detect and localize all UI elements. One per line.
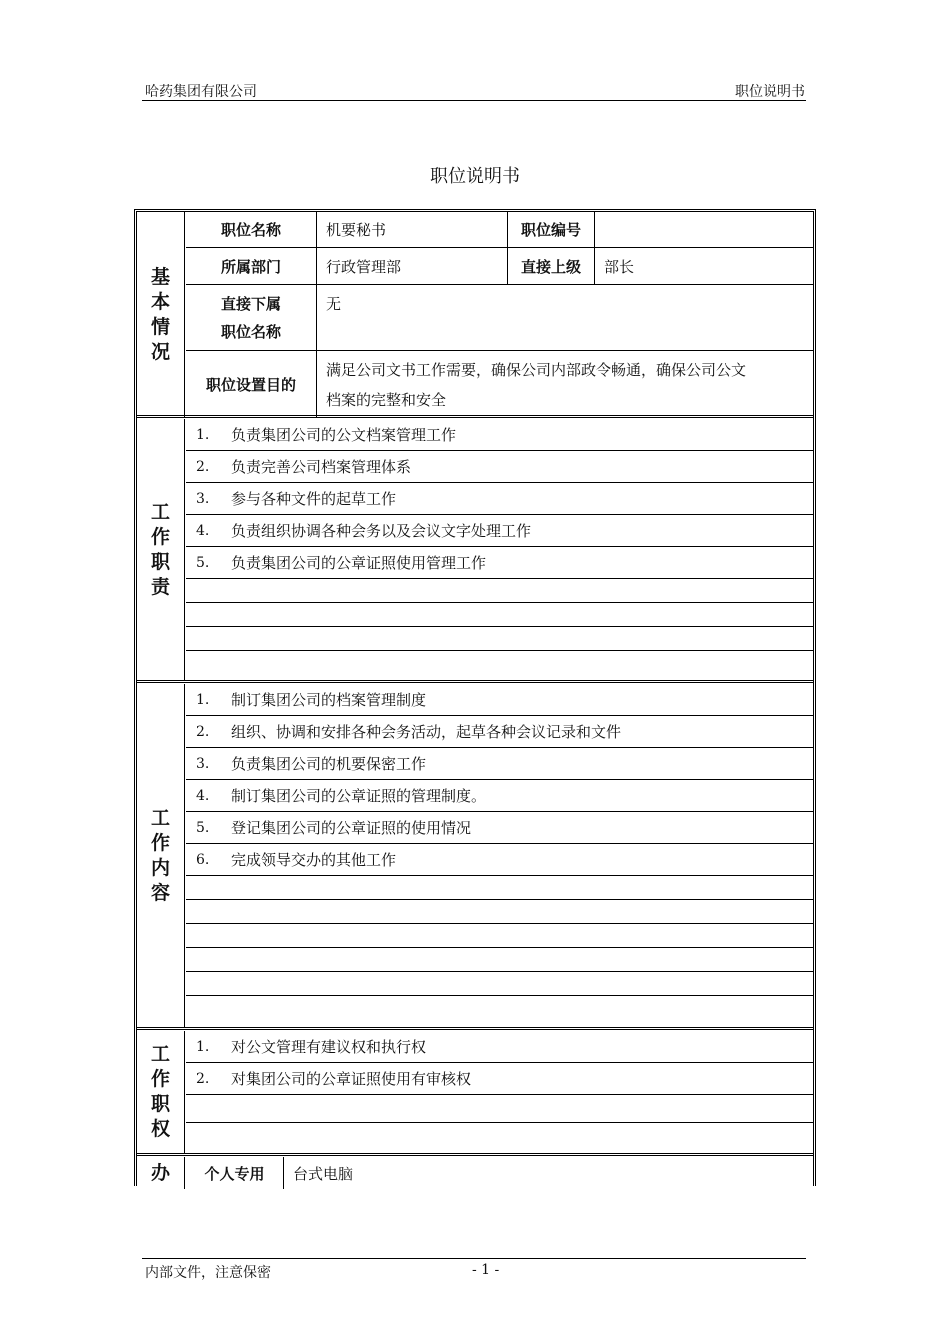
- content-item-empty: [186, 924, 813, 948]
- duty-item-empty: [186, 651, 813, 681]
- duty-number: 2.: [196, 458, 210, 475]
- duty-number: 5.: [196, 554, 210, 571]
- content-number: 3.: [196, 755, 210, 772]
- section-label-basic: 基本情况: [137, 212, 185, 418]
- content-number: 1.: [196, 691, 210, 708]
- duty-item: [186, 547, 813, 579]
- personal-use-label: 个人专用: [204, 1164, 265, 1183]
- content-item: [186, 780, 813, 812]
- content-item: [186, 844, 813, 876]
- position-code-label: 职位编号: [520, 221, 581, 239]
- content-text: 制订集团公司的公章证照的管理制度。: [231, 787, 487, 805]
- content-item-empty: [186, 948, 813, 972]
- duty-item: [186, 515, 813, 547]
- duty-text: 负责集团公司的公文档案管理工作: [231, 426, 457, 444]
- subordinate-label-line1: 直接下属: [220, 294, 281, 313]
- duty-item-empty: [186, 579, 813, 603]
- section-label-authority: 工作职权: [137, 1031, 185, 1153]
- content-item: [186, 684, 813, 716]
- personal-use-value: 台式电脑: [293, 1164, 354, 1183]
- section-border: [137, 680, 813, 683]
- subordinate-label: [186, 285, 316, 350]
- section-label-content: 工作内容: [137, 684, 185, 1027]
- duty-number: 1.: [196, 426, 210, 443]
- duty-text: 负责完善公司档案管理体系: [231, 458, 412, 476]
- column-divider: [316, 212, 317, 418]
- footer-rule: [142, 1258, 806, 1259]
- column-divider: [507, 212, 508, 284]
- authority-number: 1.: [196, 1038, 210, 1055]
- content-number: 2.: [196, 723, 210, 740]
- duty-item-empty: [186, 603, 813, 627]
- column-divider: [594, 212, 595, 284]
- footer-note: 内部文件，注意保密: [145, 1265, 271, 1281]
- authority-text: 对公文管理有建议权和执行权: [231, 1038, 427, 1056]
- section-label-duties: 工作职责: [137, 419, 185, 681]
- section-border: [137, 415, 813, 418]
- content-text: 完成领导交办的其他工作: [231, 851, 397, 869]
- header-doc-type: 职位说明书: [735, 84, 805, 100]
- content-item-empty: [186, 900, 813, 924]
- duty-item: [186, 483, 813, 515]
- section-border: [137, 1027, 813, 1030]
- content-item-empty: [186, 996, 813, 1027]
- authority-number: 2.: [196, 1070, 210, 1087]
- duty-item: [186, 419, 813, 451]
- subordinate-value: 无: [326, 295, 342, 313]
- purpose-label: 职位设置目的: [205, 376, 296, 394]
- purpose-line-2: 档案的完整和安全: [326, 390, 447, 409]
- document-title: 职位说明书: [430, 166, 520, 187]
- duty-item: [186, 451, 813, 483]
- duty-text: 负责集团公司的公章证照使用管理工作: [231, 554, 487, 572]
- content-item: [186, 716, 813, 748]
- content-item-empty: [186, 876, 813, 900]
- subordinate-label-line2: 职位名称: [220, 322, 281, 341]
- purpose-value: [317, 351, 813, 418]
- superior-value: 部长: [604, 257, 635, 276]
- content-text: 登记集团公司的公章证照的使用情况: [231, 819, 472, 837]
- page-number: - 1 -: [472, 1262, 500, 1278]
- authority-item: [186, 1031, 813, 1063]
- duty-number: 4.: [196, 522, 210, 539]
- job-description-form: [134, 209, 816, 1186]
- content-item-empty: [186, 972, 813, 996]
- position-name-label: 职位名称: [220, 221, 281, 239]
- duty-item-empty: [186, 627, 813, 651]
- purpose-line-1: 满足公司文书工作需要，确保公司内部政令畅通，确保公司公文: [326, 360, 747, 379]
- content-text: 组织、协调和安排各种会务活动，起草各种会议记录和文件: [231, 723, 622, 741]
- header-rule: [142, 100, 806, 101]
- content-number: 5.: [196, 819, 210, 836]
- content-text: 负责集团公司的机要保密工作: [231, 755, 427, 773]
- department-value: 行政管理部: [326, 257, 402, 276]
- department-label: 所属部门: [220, 257, 281, 276]
- section-border: [137, 1153, 813, 1156]
- authority-item-empty: [186, 1095, 813, 1123]
- content-item: [186, 812, 813, 844]
- content-number: 4.: [196, 787, 210, 804]
- authority-item-empty: [186, 1123, 813, 1153]
- content-item: [186, 748, 813, 780]
- position-code-value: [595, 212, 813, 247]
- duty-text: 参与各种文件的起草工作: [231, 490, 397, 508]
- duty-number: 3.: [196, 490, 210, 507]
- header-company: 哈药集团有限公司: [145, 84, 257, 100]
- section-label-office: 办: [137, 1157, 185, 1189]
- authority-item: [186, 1063, 813, 1095]
- authority-text: 对集团公司的公章证照使用有审核权: [231, 1070, 472, 1088]
- superior-label: 直接上级: [520, 257, 581, 276]
- position-name-value: 机要秘书: [326, 221, 387, 239]
- content-number: 6.: [196, 851, 210, 868]
- content-text: 制订集团公司的档案管理制度: [231, 691, 427, 709]
- duty-text: 负责组织协调各种会务以及会议文字处理工作: [231, 522, 532, 540]
